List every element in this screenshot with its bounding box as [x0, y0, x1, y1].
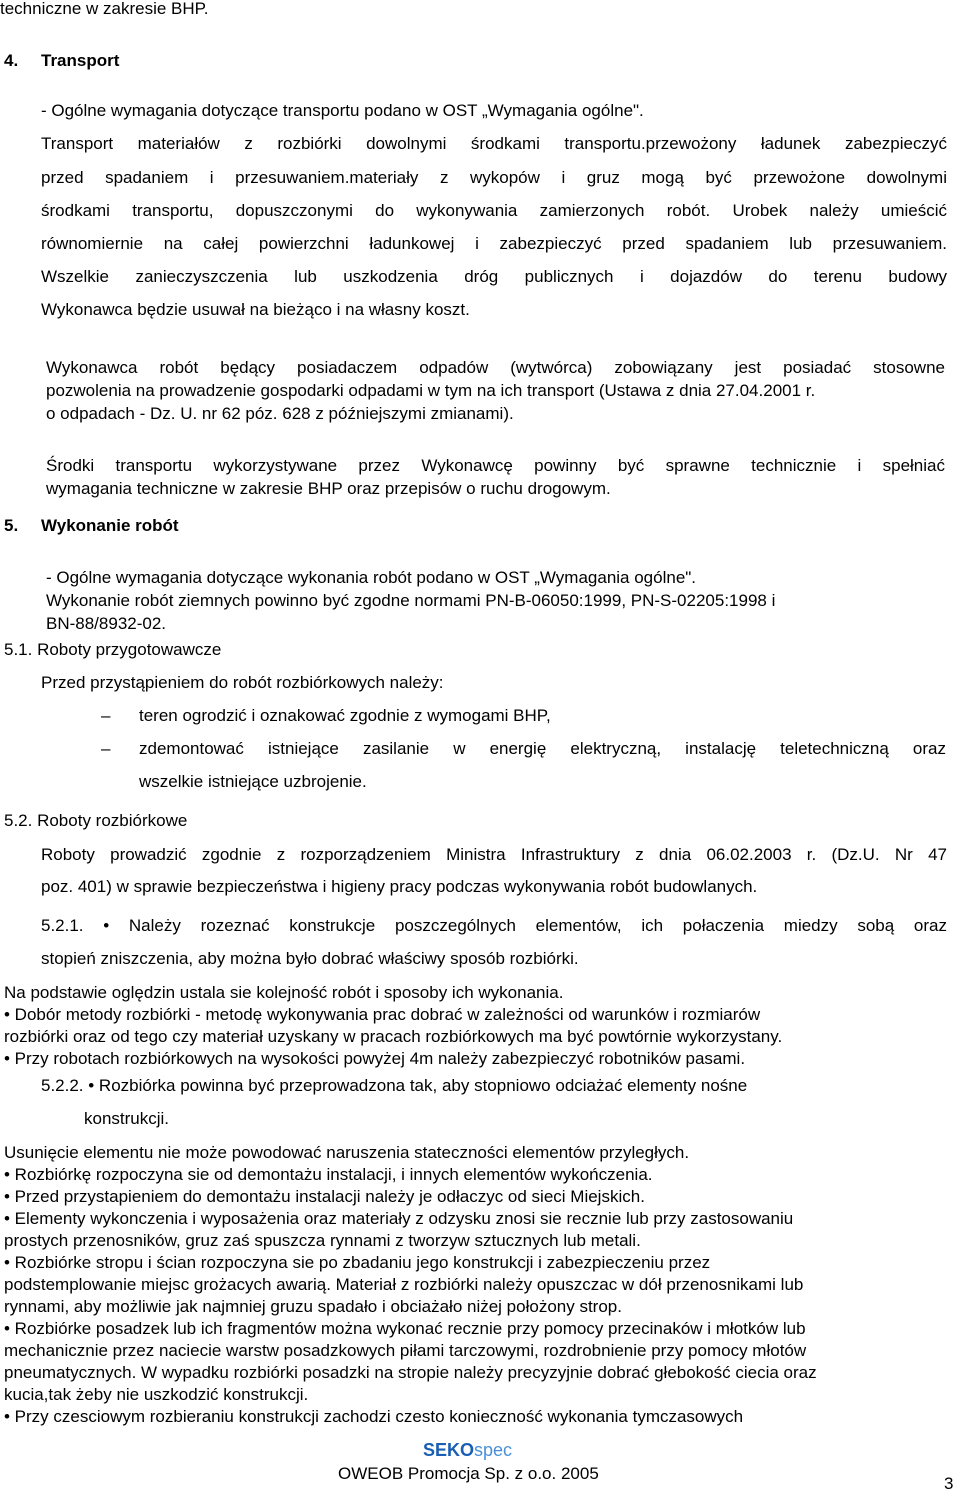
text-line: Na podstawie oględzin ustala sie kolejność robót i sposoby ich wykonania. [4, 983, 564, 1002]
text-line: Wykonanie robót ziemnych powinno być zgodne normami PN-B-06050:1999, PN-S-02205:1998 i [46, 591, 776, 610]
text-line: rozbiórki oraz od tego czy materiał uzyskany w pracach rozbiórkowych ma być powtórnie wykorzystany. [4, 1027, 783, 1046]
bullet-item: • Przy robotach rozbiórkowych na wysokości powyżej 4m należy zabezpieczyć robotników pasami. [4, 1049, 746, 1068]
dash-bullet: – [101, 706, 111, 725]
section-number: 4. [4, 51, 19, 70]
bullet-item: • Przy czesciowym rozbieraniu konstrukcji zachodzi czesto konieczność wykonania tymczasowych [4, 1407, 744, 1426]
bullet-item: • Przed przystapieniem do demontażu instalacji należy je odłaczyc od sieci Miejskich. [4, 1187, 645, 1206]
text-line: Roboty prowadzić zgodnie z rozporządzeniem Ministra Infrastruktury z dnia 06.02.2003 r. (Dz.U. Nr 47 [41, 845, 947, 864]
list-item: teren ogrodzić i oznakować zgodnie z wymogami BHP, [139, 706, 551, 725]
text-line: Wykonawca robót będący posiadaczem odpadów (wytwórca) zobowiązany jest posiadać stosowne [46, 358, 945, 377]
page-number: 3 [944, 1474, 954, 1493]
text-line: Środki transportu wykorzystywane przez Wykonawcę powinny być sprawne technicznie i spełniać [46, 456, 945, 475]
text-line: BN-88/8932-02. [46, 614, 167, 633]
section-heading: Transport [41, 51, 120, 70]
text-line: równomiernie na całej powierzchni ładunkowej i zabezpieczyć przed spadaniem lub przesuwaniem. [41, 234, 947, 253]
bullet-item: • Rozbiórke posadzek lub ich fragmentów można wykonać recznie przy pomocy przecinaków i młotków lub [4, 1319, 806, 1338]
text-line: pozwolenia na prowadzenie gospodarki odpadami w tym na ich transport (Ustawa z dnia 27.04.2001 r. [46, 381, 816, 400]
text-line: konstrukcji. [84, 1109, 170, 1128]
footer-company: OWEOB Promocja Sp. z o.o. 2005 [338, 1464, 599, 1483]
text-line: poz. 401) w sprawie bezpieczeństwa i higieny pracy podczas wykonywania robót budowlanych. [41, 877, 758, 896]
text-line: Usunięcie elementu nie może powodować naruszenia stateczności elementów przyległych. [4, 1143, 690, 1162]
bullet-item: • Rozbiórke stropu i ścian rozpoczyna sie po zbadaniu jego konstrukcji i zabezpieczeniu przez [4, 1253, 711, 1272]
bullet-item: • Elementy wykonczenia i wyposażenia oraz materiały z odzysku znosi sie recznie lub przy zastosowaniu [4, 1209, 794, 1228]
bullet-item: • Rozbiórkę rozpoczyna sie od demontażu instalacji, i innych elementów wykończenia. [4, 1165, 653, 1184]
text-line: stopień zniszczenia, aby można było dobrać właściwy sposób rozbiórki. [41, 949, 579, 968]
text-line: techniczne w zakresie BHP. [0, 0, 209, 18]
list-item-continuation: wszelkie istniejące uzbrojenie. [139, 772, 367, 791]
logo-text-spec: spec [474, 1440, 513, 1460]
dash-bullet: – [101, 739, 111, 758]
text-line: kucia,tak żeby nie uszkodzić konstrukcji. [4, 1385, 309, 1404]
subsection-heading: 5.2. Roboty rozbiórkowe [4, 811, 188, 830]
text-line: podstemplowanie miejsc grożacych awarią. Materiał z rozbiórki należy opuszczac w dół przenosnikami lub [4, 1275, 804, 1294]
list-item: zdemontować istniejące zasilanie w energię elektryczną, instalację teletechniczną oraz [139, 739, 946, 758]
logo-text-seko: SEKO [423, 1440, 475, 1460]
text-line: przed spadaniem i przesuwaniem.materiały z wykopów i gruz mogą być przewożone dowolnymi [41, 168, 947, 187]
text-line: pneumatycznych. W wypadku rozbiórki posadzki na stropie należy precyzyjnie dobrać głebokość ciecia oraz [4, 1363, 817, 1382]
text-line: Wykonawca będzie usuwał na bieżąco i na własny koszt. [41, 300, 470, 319]
text-line: rynnami, aby możliwie jak najmniej gruzu spadało i obciażało niżej położony strop. [4, 1297, 622, 1316]
text-line: Przed przystąpieniem do robót rozbiórkowych należy: [41, 673, 444, 692]
text-line: prostych przenosników, gruz zaś spuszcza rynnami z tworzyw sztucznych lub metali. [4, 1231, 641, 1250]
text-line: Transport materiałów z rozbiórki dowolnymi środkami transportu.przewożony ładunek zabezpieczyć [41, 134, 947, 153]
text-line: o odpadach - Dz. U. nr 62 póz. 628 z późniejszymi zmianami). [46, 404, 514, 423]
text-line: 5.2.2. • Rozbiórka powinna być przeprowadzona tak, aby stopniowo odciażać elementy nośne [41, 1076, 748, 1095]
text-line: mechanicznie przez naciecie warstw posadzkowych piłami tarczowymi, rozdrobnienie przy pomocy młotów [4, 1341, 807, 1360]
section-number: 5. [4, 516, 19, 535]
text-line: Wszelkie zanieczyszczenia lub uszkodzenia dróg publicznych i dojazdów do terenu budowy [41, 267, 947, 286]
section-heading: Wykonanie robót [41, 516, 179, 535]
subsection-heading: 5.1. Roboty przygotowawcze [4, 640, 222, 659]
bullet-item: • Dobór metody rozbiórki - metodę wykonywania prac dobrać w zależności od warunków i rozmiarów [4, 1005, 761, 1024]
footer-logo [423, 1440, 512, 1460]
text-line: 5.2.1. • Należy rozeznać konstrukcje poszczególnych elementów, ich połaczenia miedzy sobą oraz [41, 916, 947, 935]
text-line: wymagania techniczne w zakresie BHP oraz przepisów o ruchu drogowym. [46, 479, 611, 498]
text-line: - Ogólne wymagania dotyczące wykonania robót podano w OST „Wymagania ogólne". [46, 568, 697, 587]
text-line: - Ogólne wymagania dotyczące transportu podano w OST „Wymagania ogólne". [41, 101, 644, 120]
text-line: środkami transportu, dopuszczonymi do wykonywania zamierzonych robót. Urobek należy umieścić [41, 201, 947, 220]
